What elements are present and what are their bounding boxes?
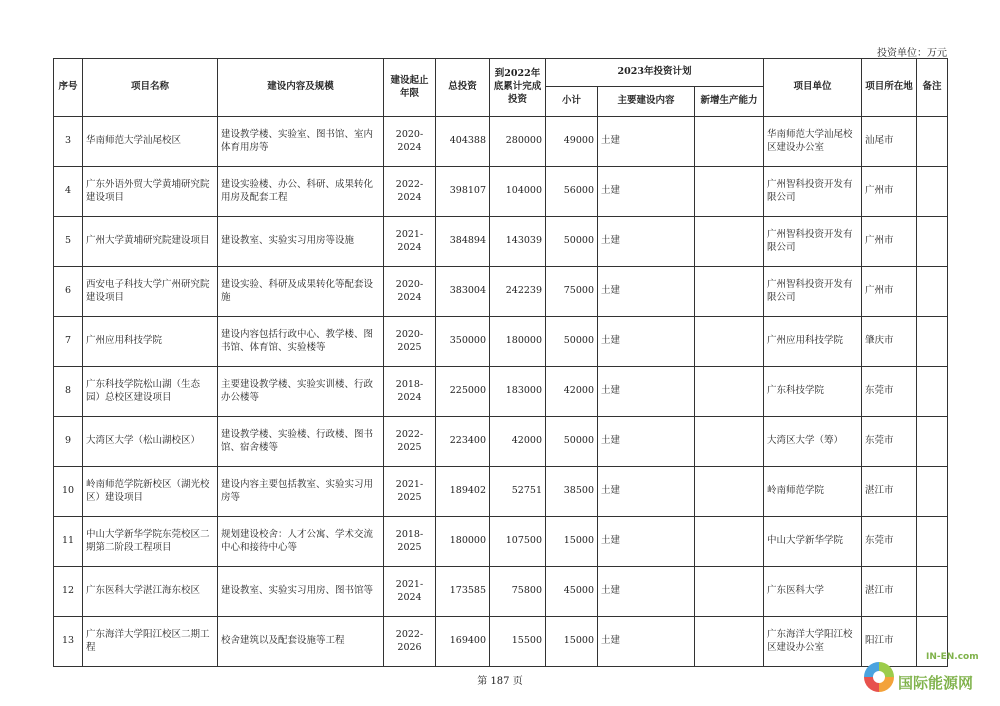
table-row [54, 417, 948, 467]
build-period: 2022-2024 [384, 167, 436, 217]
header-row-1 [54, 59, 948, 87]
project-location: 湛江市 [862, 467, 917, 517]
cumulative-investment: 280000 [490, 117, 546, 167]
project-name: 广州大学黄埔研究院建设项目 [83, 217, 218, 267]
row-no: 13 [54, 617, 83, 667]
project-name: 西安电子科技大学广州研究院建设项目 [83, 267, 218, 317]
row-no: 11 [54, 517, 83, 567]
cumulative-investment: 183000 [490, 367, 546, 417]
row-no: 4 [54, 167, 83, 217]
remark [917, 417, 948, 467]
watermark-domain: IN-EN.com [926, 652, 979, 662]
project-unit: 华南师范大学汕尾校区建设办公室 [764, 117, 862, 167]
header-plan-main: 主要建设内容 [598, 87, 695, 117]
plan-subtotal: 56000 [546, 167, 598, 217]
remark [917, 167, 948, 217]
project-location: 肇庆市 [862, 317, 917, 367]
project-location: 东莞市 [862, 367, 917, 417]
plan-subtotal: 75000 [546, 267, 598, 317]
build-period: 2021-2024 [384, 217, 436, 267]
project-name: 广东外语外贸大学黄埔研究院建设项目 [83, 167, 218, 217]
project-unit: 广东科技学院 [764, 367, 862, 417]
plan-main-content: 土建 [598, 317, 695, 367]
cumulative-investment: 15500 [490, 617, 546, 667]
plan-new-capacity [695, 217, 764, 267]
plan-new-capacity [695, 117, 764, 167]
cumulative-investment: 242239 [490, 267, 546, 317]
plan-subtotal: 49000 [546, 117, 598, 167]
row-no: 5 [54, 217, 83, 267]
build-period: 2018-2025 [384, 517, 436, 567]
plan-subtotal: 50000 [546, 217, 598, 267]
total-investment: 223400 [436, 417, 490, 467]
project-unit: 大湾区大学（筹） [764, 417, 862, 467]
project-name: 广东医科大学湛江海东校区 [83, 567, 218, 617]
plan-main-content: 土建 [598, 517, 695, 567]
plan-subtotal: 50000 [546, 317, 598, 367]
build-content: 建设内容主要包括教室、实验实习用房等 [218, 467, 384, 517]
row-no: 10 [54, 467, 83, 517]
unit-label: 投资单位：万元 [877, 48, 947, 59]
header-name: 项目名称 [83, 59, 218, 117]
header-content: 建设内容及规模 [218, 59, 384, 117]
project-name: 华南师范大学汕尾校区 [83, 117, 218, 167]
build-content: 建设教学楼、实验楼、行政楼、图书馆、宿舍楼等 [218, 417, 384, 467]
cumulative-investment: 107500 [490, 517, 546, 567]
plan-main-content: 土建 [598, 417, 695, 467]
plan-main-content: 土建 [598, 117, 695, 167]
header-cumulative: 到2022年底累计完成投资 [490, 59, 546, 117]
header-total: 总投资 [436, 59, 490, 117]
watermark-logo [862, 652, 992, 698]
table-row [54, 517, 948, 567]
plan-subtotal: 42000 [546, 367, 598, 417]
cumulative-investment: 143039 [490, 217, 546, 267]
cumulative-investment: 52751 [490, 467, 546, 517]
row-no: 6 [54, 267, 83, 317]
build-period: 2022-2026 [384, 617, 436, 667]
row-no: 8 [54, 367, 83, 417]
remark [917, 367, 948, 417]
remark [917, 267, 948, 317]
build-content: 建设教室、实验实习用房、图书馆等 [218, 567, 384, 617]
plan-main-content: 土建 [598, 217, 695, 267]
project-unit: 中山大学新华学院 [764, 517, 862, 567]
plan-new-capacity [695, 417, 764, 467]
plan-subtotal: 50000 [546, 417, 598, 467]
project-location: 湛江市 [862, 567, 917, 617]
build-content: 主要建设教学楼、实验实训楼、行政办公楼等 [218, 367, 384, 417]
plan-new-capacity [695, 567, 764, 617]
build-content: 建设实验、科研及成果转化等配套设施 [218, 267, 384, 317]
page-number: 第 187 页 [477, 676, 523, 687]
table-row [54, 317, 948, 367]
total-investment: 225000 [436, 367, 490, 417]
table-row [54, 367, 948, 417]
project-name: 广东海洋大学阳江校区二期工程 [83, 617, 218, 667]
project-name: 大湾区大学（松山湖校区） [83, 417, 218, 467]
header-plan-new: 新增生产能力 [695, 87, 764, 117]
row-no: 9 [54, 417, 83, 467]
project-unit: 广东医科大学 [764, 567, 862, 617]
build-period: 2022-2025 [384, 417, 436, 467]
row-no: 3 [54, 117, 83, 167]
build-period: 2020-2024 [384, 267, 436, 317]
investment-table [53, 58, 948, 667]
table-row [54, 167, 948, 217]
plan-new-capacity [695, 267, 764, 317]
plan-new-capacity [695, 367, 764, 417]
build-content: 校舍建筑以及配套设施等工程 [218, 617, 384, 667]
plan-new-capacity [695, 167, 764, 217]
total-investment: 189402 [436, 467, 490, 517]
watermark-text: 国际能源网 [898, 674, 974, 692]
build-period: 2021-2024 [384, 567, 436, 617]
remark [917, 217, 948, 267]
table-row [54, 117, 948, 167]
project-location: 东莞市 [862, 417, 917, 467]
plan-subtotal: 15000 [546, 617, 598, 667]
total-investment: 398107 [436, 167, 490, 217]
build-period: 2020-2025 [384, 317, 436, 367]
remark [917, 517, 948, 567]
plan-subtotal: 15000 [546, 517, 598, 567]
header-plan-sub: 小计 [546, 87, 598, 117]
cumulative-investment: 180000 [490, 317, 546, 367]
build-content: 建设教室、实验实习用房等设施 [218, 217, 384, 267]
build-period: 2020-2024 [384, 117, 436, 167]
plan-subtotal: 45000 [546, 567, 598, 617]
project-name: 中山大学新华学院东莞校区二期第二阶段工程项目 [83, 517, 218, 567]
total-investment: 180000 [436, 517, 490, 567]
project-name: 广州应用科技学院 [83, 317, 218, 367]
build-period: 2021-2025 [384, 467, 436, 517]
energy-logo-icon [864, 662, 894, 692]
table-row [54, 217, 948, 267]
header-unit: 项目单位 [764, 59, 862, 117]
remark [917, 117, 948, 167]
table-body [54, 117, 948, 667]
row-no: 7 [54, 317, 83, 367]
build-content: 建设内容包括行政中心、教学楼、图书馆、体育馆、实验楼等 [218, 317, 384, 367]
header-remark: 备注 [917, 59, 948, 117]
total-investment: 404388 [436, 117, 490, 167]
project-unit: 广州智科投资开发有限公司 [764, 217, 862, 267]
build-content: 规划建设校舍：人才公寓、学术交流中心和接待中心等 [218, 517, 384, 567]
build-content: 建设实验楼、办公、科研、成果转化用房及配套工程 [218, 167, 384, 217]
plan-main-content: 土建 [598, 467, 695, 517]
remark [917, 317, 948, 367]
header-no: 序号 [54, 59, 83, 117]
total-investment: 384894 [436, 217, 490, 267]
cumulative-investment: 75800 [490, 567, 546, 617]
plan-main-content: 土建 [598, 167, 695, 217]
remark [917, 567, 948, 617]
project-unit: 广州智科投资开发有限公司 [764, 167, 862, 217]
plan-main-content: 土建 [598, 567, 695, 617]
row-no: 12 [54, 567, 83, 617]
build-content: 建设教学楼、实验室、图书馆、室内体育用房等 [218, 117, 384, 167]
remark [917, 467, 948, 517]
plan-new-capacity [695, 317, 764, 367]
table-row [54, 567, 948, 617]
cumulative-investment: 104000 [490, 167, 546, 217]
table-row [54, 617, 948, 667]
table-row [54, 467, 948, 517]
project-location: 阳江市 [862, 617, 917, 667]
project-unit: 广州应用科技学院 [764, 317, 862, 367]
project-name: 广东科技学院松山湖（生态园）总校区建设项目 [83, 367, 218, 417]
plan-subtotal: 38500 [546, 467, 598, 517]
project-unit: 广州智科投资开发有限公司 [764, 267, 862, 317]
plan-main-content: 土建 [598, 617, 695, 667]
project-location: 广州市 [862, 167, 917, 217]
plan-main-content: 土建 [598, 267, 695, 317]
project-unit: 岭南师范学院 [764, 467, 862, 517]
total-investment: 383004 [436, 267, 490, 317]
header-plan: 2023年投资计划 [546, 59, 764, 87]
plan-new-capacity [695, 617, 764, 667]
table-row [54, 267, 948, 317]
plan-main-content: 土建 [598, 367, 695, 417]
project-location: 广州市 [862, 217, 917, 267]
plan-new-capacity [695, 517, 764, 567]
header-period: 建设起止年限 [384, 59, 436, 117]
build-period: 2018-2024 [384, 367, 436, 417]
cumulative-investment: 42000 [490, 417, 546, 467]
total-investment: 350000 [436, 317, 490, 367]
header-location: 项目所在地 [862, 59, 917, 117]
project-location: 广州市 [862, 267, 917, 317]
project-name: 岭南师范学院新校区（湖光校区）建设项目 [83, 467, 218, 517]
project-location: 东莞市 [862, 517, 917, 567]
total-investment: 173585 [436, 567, 490, 617]
total-investment: 169400 [436, 617, 490, 667]
project-location: 汕尾市 [862, 117, 917, 167]
project-unit: 广东海洋大学阳江校区建设办公室 [764, 617, 862, 667]
plan-new-capacity [695, 467, 764, 517]
